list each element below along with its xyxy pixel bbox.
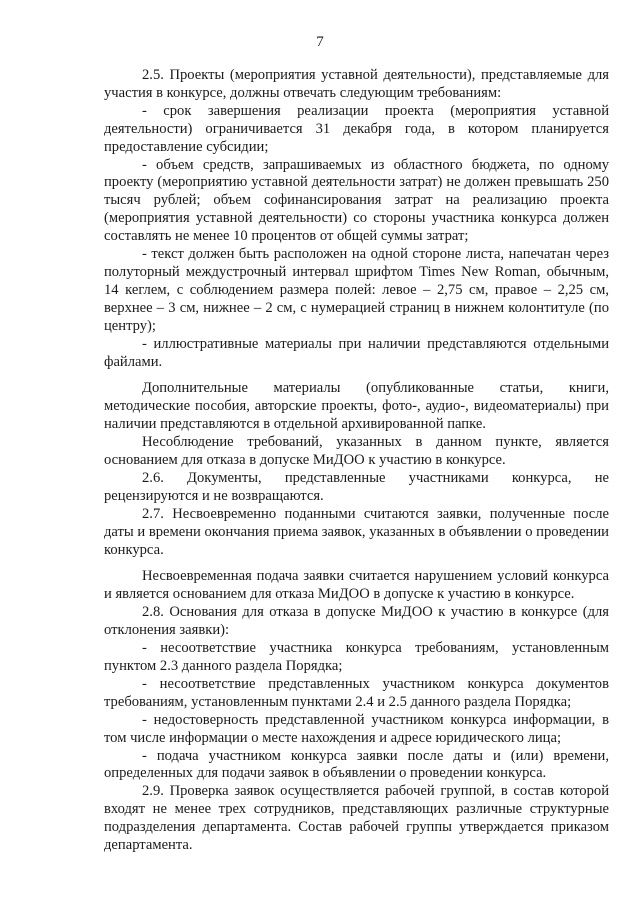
list-item-false-information: - недостоверность представленной участником конкурса информации, в том числе информации о месте нахождения и адресе юридического лица; — [104, 711, 609, 746]
document-body — [104, 67, 609, 855]
paragraph-2-5: 2.5. Проекты (мероприятия уставной деятельности), представляемые для участия в конкурсе, должны отвечать следующим требованиям: — [104, 67, 609, 101]
list-item-participant-mismatch: - несоответствие участника конкурса требованиям, установленным пунктом 2.3 данного раздела Порядка; — [104, 640, 609, 674]
paragraph-additional-materials: Дополнительные материалы (опубликованные статьи, книги, методические пособия, авторские проекты, фото-, аудио-, видеоматериалы) при наличии представляются в отдельной архивированной папке. — [104, 380, 609, 433]
list-item-formatting: - текст должен быть расположен на одной стороне листа, напечатан через полуторный междустрочный интервал шрифтом Times New Roman, обычным, 14 кеглем, с соблюдением размера полей: левое – 2,75 см, правое – 2,25 см, верхнее – 3 см, нижнее – 2 см, с нумерацией страниц в нижнем колонтитуле (по центру); — [104, 246, 609, 334]
list-item-budget: - объем средств, запрашиваемых из областного бюджета, по одному проекту (мероприятию уставной деятельности затрат) не должен превышать 250 тысяч рублей; объем софинансирования затрат на реализацию проекта (мероприятия уставной деятельности) со стороны участника конкурса должен составлять не менее 10 процентов от общей суммы затрат; — [104, 156, 609, 245]
list-item-late-application: - подача участником конкурса заявки после даты и (или) времени, определенных для подачи заявок в объявлении о проведении конкурса. — [104, 747, 609, 782]
list-item-deadline: - срок завершения реализации проекта (мероприятия уставной деятельности) ограничивается 31 декабря года, в котором планируется предоставление субсидии; — [104, 102, 609, 155]
page-number: 7 — [316, 34, 324, 50]
list-item-illustrations: - иллюстративные материалы при наличии представляются отдельными файлами. — [104, 335, 609, 370]
paragraph-2-9: 2.9. Проверка заявок осуществляется рабочей группой, в состав которой входят не менее трех сотрудников, представляющих различные структурные подразделения департамента. Состав рабочей группы утверждается приказом департамента. — [104, 783, 609, 854]
paragraph-2-8: 2.8. Основания для отказа в допуске МиДОО к участию в конкурсе (для отклонения заявки): — [104, 604, 609, 639]
paragraph-late-submission: Несвоевременная подача заявки считается нарушением условий конкурса и является основанием для отказа МиДОО в допуске к участию в конкурсе. — [104, 568, 609, 603]
list-item-documents-mismatch: - несоответствие представленных участником конкурса документов требованиям, установленным пунктами 2.4 и 2.5 данного раздела Порядка; — [104, 675, 609, 710]
paragraph-noncompliance: Несоблюдение требований, указанных в данном пункте, является основанием для отказа в допуске МиДОО к участию в конкурсе. — [104, 434, 609, 469]
paragraph-2-7: 2.7. Несвоевременно поданными считаются заявки, полученные после даты и времени окончания приема заявок, указанных в объявлении о проведении конкурса. — [104, 505, 609, 558]
paragraph-2-6: 2.6. Документы, представленные участниками конкурса, не рецензируются и не возвращаются. — [104, 469, 609, 504]
